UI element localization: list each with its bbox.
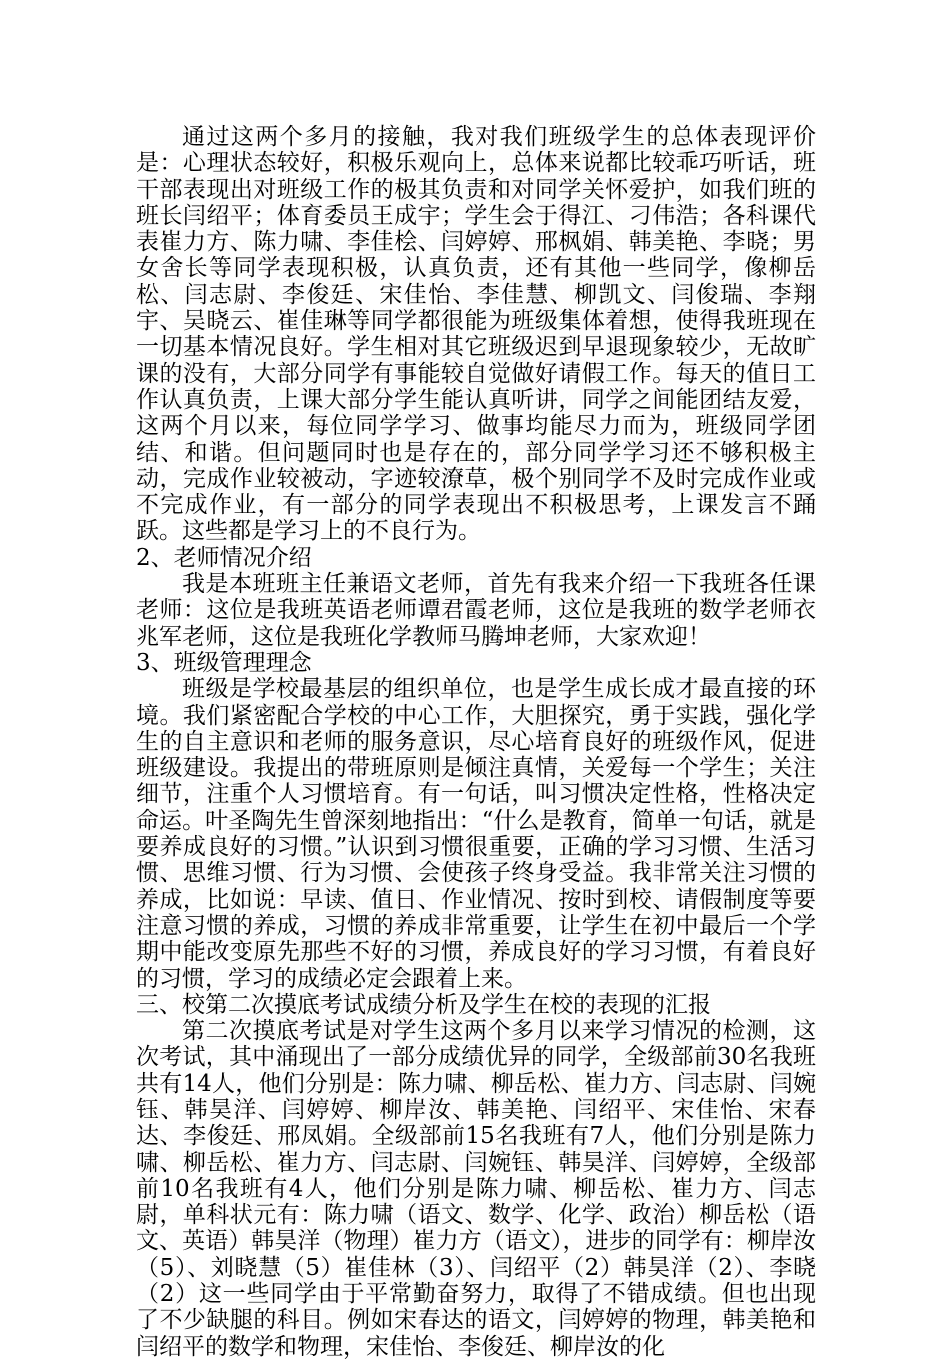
- paragraph-student-evaluation: 通过这两个多月的接触，我对我们班级学生的总体表现评价是：心理状态较好，积极乐观向上，总体来说都比较乖巧听话，班干部表现出对班级工作的极其负责和对同学关怀爱护，如我们班的班长闫绍平；体育委员王成宇；学生会于得江、刁伟浩；各科课代表崔力方、陈力啸、李佳桧、闫婷婷、邢枫娟、韩美艳、李晓；男女舍长等同学表现积极，认真负责，还有其他一些同学，像柳岳松、闫志尉、李俊廷、宋佳怡、李佳慧、柳凯文、闫俊瑞、李翔宇、吴晓云、崔佳琳等同学都很能为班级集体着想，使得我班现在一切基本情况良好。学生相对其它班级迟到早退现象较少，无故旷课的没有，大部分同学有事能较自觉做好请假工作。每天的值日工作认真负责，上课大部分学生能认真听讲，同学之间能团结友爱，这两个月以来，每位同学学习、做事均能尽力而为，班级同学团结、和谐。但问题同时也是存在的，部分同学学习还不够积极主动，完成作业较被动，字迹较潦草，极个别同学不及时完成作业或不完成作业，有一部分的同学表现出不积极思考，上课发言不踊跃。这些都是学习上的不良行为。: [136, 124, 816, 545]
- heading-exam-analysis: 三、校第二次摸底考试成绩分析及学生在校的表现的汇报: [136, 991, 711, 1018]
- heading-class-management: 3、班级管理理念: [136, 649, 312, 676]
- paragraph-exam-analysis: 第二次摸底考试是对学生这两个多月以来学习情况的检测，这次考试，其中涌现出了一部分成绩优异的同学，全级部前30名我班共有14人，他们分别是：陈力啸、柳岳松、崔力方、闫志尉、闫婉钰、韩昊洋、闫婷婷、柳岸汝、韩美艳、闫绍平、宋佳怡、宋春达、李俊廷、邢凤娟。全级部前15名我班有7人，他们分别是陈力啸、柳岳松、崔力方、闫志尉、闫婉钰、韩昊洋、闫婷婷，全级部前10名我班有4人，他们分别是陈力啸、柳岳松、崔力方、闫志尉，单科状元有：陈力啸（语文、数学、化学、政治）柳岳松（语文、英语）韩昊洋（物理）崔力方（语文），进步的同学有：柳岸汝（5）、刘晓慧（5）崔佳林（3）、闫绍平（2）韩昊洋（2）、李晓（2）这一些同学由于平常勤奋努力，取得了不错成绩。但也出现了不少缺腿的科目。例如宋春达的语文，闫婷婷的物理，韩美艳和闫绍平的数学和物理，宋佳怡、李俊廷、柳岸汝的化: [136, 1018, 816, 1360]
- document-page: [136, 124, 816, 1360]
- paragraph-teacher-introduction: 我是本班班主任兼语文老师，首先有我来介绍一下我班各任课老师：这位是我班英语老师谭君霞老师，这位是我班的数学老师衣兆军老师，这位是我班化学教师马腾坤老师，大家欢迎！: [136, 571, 816, 650]
- heading-teacher-introduction: 2、老师情况介绍: [136, 544, 312, 571]
- paragraph-class-management: 班级是学校最基层的组织单位，也是学生成长成才最直接的环境。我们紧密配合学校的中心工作，大胆探究，勇于实践，强化学生的自主意识和老师的服务意识，尽心培育良好的班级作风，促进班级建设。我提出的带班原则是倾注真情，关爱每一个学生；关注细节，注重个人习惯培育。有一句话，叫习惯决定性格，性格决定命运。叶圣陶先生曾深刻地指出：“什么是教育，简单一句话，就是要养成良好的习惯。”认识到习惯很重要，正确的学习习惯、生活习惯、思维习惯、行为习惯、会使孩子终身受益。我非常关注习惯的养成，比如说：早读、值日、作业情况、按时到校、请假制度等要注意习惯的养成，习惯的养成非常重要，让学生在初中最后一个学期中能改变原先那些不好的习惯，养成良好的学习习惯，有着良好的习惯，学习的成绩必定会跟着上来。: [136, 676, 816, 992]
